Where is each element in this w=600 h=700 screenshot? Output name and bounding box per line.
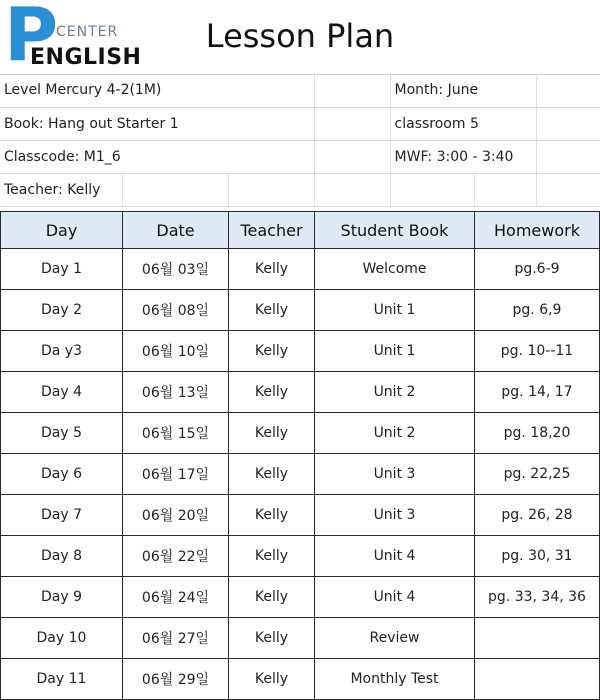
logo-english-text: ENGLISH xyxy=(30,45,142,70)
teacher-cell[interactable]: Teacher: Kelly xyxy=(0,173,122,206)
date-cell[interactable]: 06월 29일 xyxy=(123,659,229,700)
table-row xyxy=(1,618,600,659)
table-row xyxy=(1,536,600,577)
column-header-date[interactable]: Date xyxy=(123,212,229,249)
lesson-schedule-table xyxy=(0,211,600,700)
class-info-grid xyxy=(0,74,600,207)
homework-cell[interactable]: pg. 22,25 xyxy=(475,454,600,495)
student-book-cell[interactable]: Unit 1 xyxy=(315,290,475,331)
table-row xyxy=(1,454,600,495)
date-cell[interactable]: 06월 13일 xyxy=(123,372,229,413)
info-empty-cell[interactable] xyxy=(314,74,390,107)
column-header-day[interactable]: Day xyxy=(1,212,123,249)
homework-cell[interactable]: pg. 6,9 xyxy=(475,290,600,331)
table-row xyxy=(1,659,600,700)
date-cell[interactable]: 06월 24일 xyxy=(123,577,229,618)
teacher-cell[interactable]: Kelly xyxy=(229,536,315,577)
day-cell[interactable]: Day 4 xyxy=(1,372,123,413)
table-row xyxy=(1,413,600,454)
info-empty-cell[interactable] xyxy=(228,173,314,206)
date-cell[interactable]: 06월 17일 xyxy=(123,454,229,495)
classcode-cell[interactable]: Classcode: M1_6 xyxy=(0,140,314,173)
info-empty-cell[interactable] xyxy=(314,140,390,173)
book-cell[interactable]: Book: Hang out Starter 1 xyxy=(0,107,314,140)
info-row xyxy=(0,173,600,206)
column-header-homework[interactable]: Homework xyxy=(475,212,600,249)
column-header-student-book[interactable]: Student Book xyxy=(315,212,475,249)
student-book-cell[interactable]: Unit 2 xyxy=(315,372,475,413)
info-empty-cell[interactable] xyxy=(390,173,474,206)
date-cell[interactable]: 06월 15일 xyxy=(123,413,229,454)
student-book-cell[interactable]: Unit 3 xyxy=(315,495,475,536)
homework-cell[interactable]: pg. 14, 17 xyxy=(475,372,600,413)
day-cell[interactable]: Day 2 xyxy=(1,290,123,331)
table-header-row xyxy=(1,212,600,249)
teacher-cell[interactable]: Kelly xyxy=(229,659,315,700)
info-empty-cell[interactable] xyxy=(536,140,600,173)
teacher-cell[interactable]: Kelly xyxy=(229,331,315,372)
student-book-cell[interactable]: Unit 1 xyxy=(315,331,475,372)
day-cell[interactable]: Day 7 xyxy=(1,495,123,536)
day-cell[interactable]: Da y3 xyxy=(1,331,123,372)
student-book-cell[interactable]: Unit 2 xyxy=(315,413,475,454)
table-row xyxy=(1,249,600,290)
teacher-cell[interactable]: Kelly xyxy=(229,413,315,454)
day-cell[interactable]: Day 5 xyxy=(1,413,123,454)
student-book-cell[interactable]: Unit 3 xyxy=(315,454,475,495)
date-cell[interactable]: 06월 03일 xyxy=(123,249,229,290)
teacher-cell[interactable]: Kelly xyxy=(229,618,315,659)
homework-cell[interactable]: pg. 33, 34, 36 xyxy=(475,577,600,618)
homework-cell[interactable] xyxy=(475,659,600,700)
table-row xyxy=(1,372,600,413)
homework-cell[interactable]: pg. 30, 31 xyxy=(475,536,600,577)
info-empty-cell[interactable] xyxy=(536,107,600,140)
column-header-teacher[interactable]: Teacher xyxy=(229,212,315,249)
date-cell[interactable]: 06월 10일 xyxy=(123,331,229,372)
logo-letter-p: P xyxy=(4,0,59,78)
day-cell[interactable]: Day 9 xyxy=(1,577,123,618)
info-row xyxy=(0,74,600,107)
table-row xyxy=(1,577,600,618)
date-cell[interactable]: 06월 08일 xyxy=(123,290,229,331)
student-book-cell[interactable]: Unit 4 xyxy=(315,536,475,577)
student-book-cell[interactable]: Review xyxy=(315,618,475,659)
schedule-cell[interactable]: MWF: 3:00 - 3:40 xyxy=(390,140,536,173)
center-english-logo xyxy=(4,0,142,78)
info-row xyxy=(0,107,600,140)
month-cell[interactable]: Month: June xyxy=(390,74,536,107)
level-cell[interactable]: Level Mercury 4-2(1M) xyxy=(0,74,314,107)
info-row xyxy=(0,140,600,173)
student-book-cell[interactable]: Welcome xyxy=(315,249,475,290)
info-empty-cell[interactable] xyxy=(314,107,390,140)
teacher-cell[interactable]: Kelly xyxy=(229,249,315,290)
info-empty-cell[interactable] xyxy=(536,173,600,206)
date-cell[interactable]: 06월 27일 xyxy=(123,618,229,659)
info-empty-cell[interactable] xyxy=(474,173,536,206)
teacher-cell[interactable]: Kelly xyxy=(229,454,315,495)
info-empty-cell[interactable] xyxy=(314,173,390,206)
homework-cell[interactable]: pg. 18,20 xyxy=(475,413,600,454)
table-row xyxy=(1,290,600,331)
teacher-cell[interactable]: Kelly xyxy=(229,577,315,618)
day-cell[interactable]: Day 8 xyxy=(1,536,123,577)
info-empty-cell[interactable] xyxy=(536,74,600,107)
info-empty-cell[interactable] xyxy=(122,173,228,206)
header xyxy=(0,0,600,78)
day-cell[interactable]: Day 11 xyxy=(1,659,123,700)
logo-center-text: CENTER xyxy=(56,24,119,40)
teacher-cell[interactable]: Kelly xyxy=(229,372,315,413)
homework-cell[interactable]: pg. 10--11 xyxy=(475,331,600,372)
student-book-cell[interactable]: Monthly Test xyxy=(315,659,475,700)
homework-cell[interactable]: pg. 26, 28 xyxy=(475,495,600,536)
table-row xyxy=(1,331,600,372)
classroom-cell[interactable]: classroom 5 xyxy=(390,107,536,140)
page-title: Lesson Plan xyxy=(205,17,395,55)
homework-cell[interactable] xyxy=(475,618,600,659)
student-book-cell[interactable]: Unit 4 xyxy=(315,577,475,618)
date-cell[interactable]: 06월 20일 xyxy=(123,495,229,536)
day-cell[interactable]: Day 1 xyxy=(1,249,123,290)
day-cell[interactable]: Day 10 xyxy=(1,618,123,659)
teacher-cell[interactable]: Kelly xyxy=(229,290,315,331)
date-cell[interactable]: 06월 22일 xyxy=(123,536,229,577)
teacher-cell[interactable]: Kelly xyxy=(229,495,315,536)
day-cell[interactable]: Day 6 xyxy=(1,454,123,495)
table-row xyxy=(1,495,600,536)
homework-cell[interactable]: pg.6-9 xyxy=(475,249,600,290)
